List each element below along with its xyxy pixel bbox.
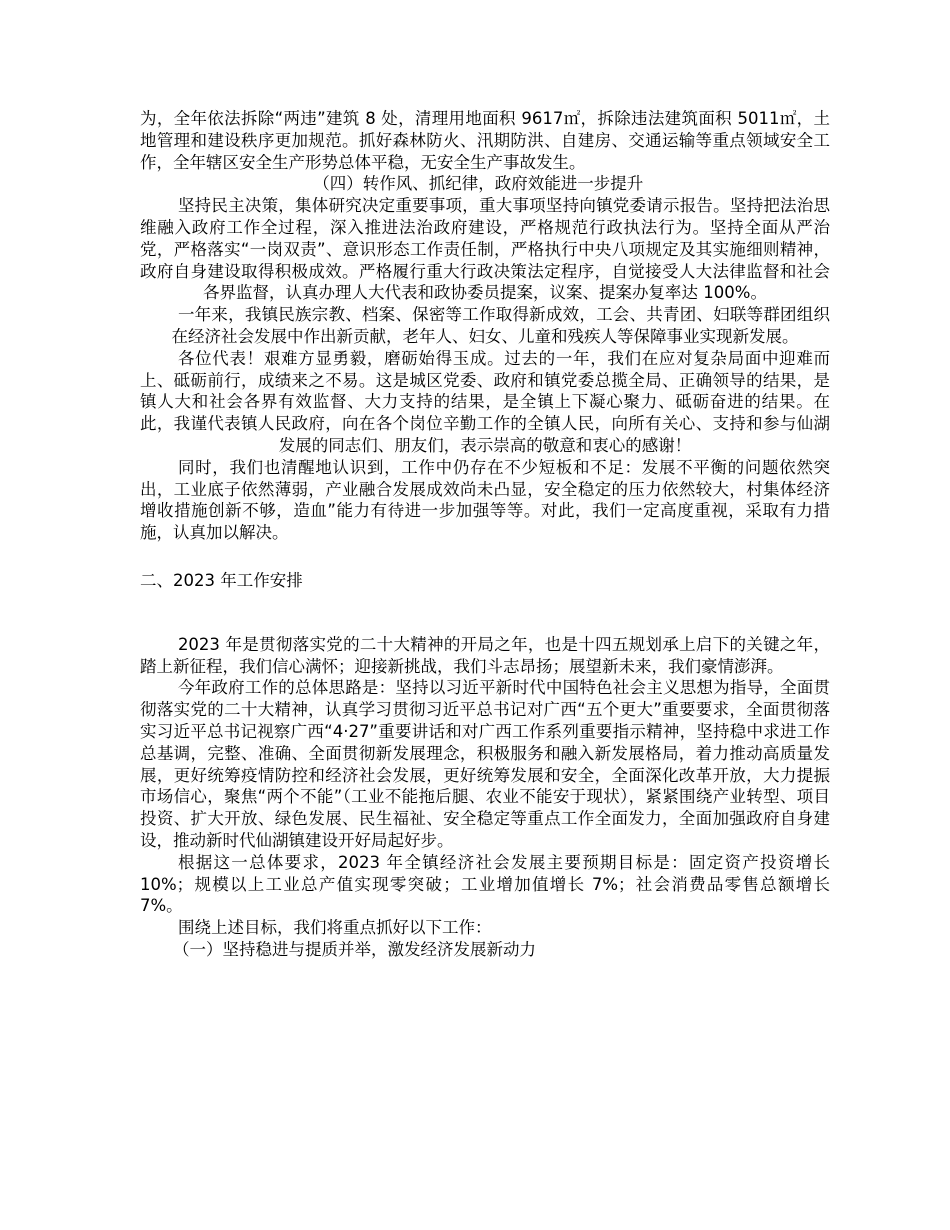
paragraph-one-year: 一年来，我镇民族宗教、档案、保密等工作取得新成效，工会、共青团、妇联等群团组织在经济社会发展中作出新贡献，老年人、妇女、儿童和残疾人等保障事业实现新发展。: [171, 305, 830, 346]
paragraph-shortcomings: 同时，我们也清醒地认识到，工作中仍存在不少短板和不足：发展不平衡的问题依然突出，工业底子依然薄弱，产业融合发展成效尚未凸显，安全稳定的压力依然较大，村集体经济增收措施创新不够，造血”能力有待进一步加强等等。对此，我们一定高度重视，采取有力措施，认真加以解决。: [140, 457, 830, 543]
paragraph-key-work: 围绕上述目标，我们将重点抓好以下工作：: [177, 918, 492, 938]
subheading-stable-growth: （一）坚持稳进与提质并举，激发经济发展新动力: [173, 939, 536, 959]
paragraph-demolition: 为，全年依法拆除“两违”建筑 8 处，清理用地面积 9617㎡，拆除违法建筑面积 5011㎡，土地管理和建设秩序更加规范。抓好森林防火、汛期防洪、自建房、交通运输等重点领域安全工作，全年辖区安全生产形势总体平稳，无安全生产事故发生。: [140, 109, 830, 172]
subheading-work-style: （四）转作风、抓纪律，政府效能进一步提升: [313, 174, 644, 194]
paragraph-2023-intro: 2023 年是贯彻落实党的二十大精神的开局之年，也是十四五规划承上启下的关键之年，踏上新征程，我们信心满怀；迎接新挑战，我们斗志昂扬；展望新未来，我们豪情澎湃。: [140, 634, 830, 676]
section-heading-2023: 二、2023 年工作安排: [140, 570, 303, 590]
document-page: [140, 108, 830, 961]
paragraph-overall-approach: 今年政府工作的总体思路是：坚持以习近平新时代中国特色社会主义思想为指导，全面贯彻落实党的二十大精神，认真学习贯彻习近平总书记对广西“五个更大”重要要求，全面贯彻落实习近平总书记视察广西“4·27”重要讲话和对广西工作系列重要指示精神，坚持稳中求进工作总基调，完整、准确、全面贯彻新发展理念，积极服务和融入新发展格局，着力推动高质量发展，更好统筹疫情防控和经济社会发展，更好统筹发展和安全，全面深化改革开放，大力提振市场信心，聚焦“两个不能”（工业不能拖后腿、农业不能安于现状），紧紧围绕产业转型、项目投资、扩大开放、绿色发展、民生福祉、安全稳定等重点工作全面发力，全面加强政府自身建设，推动新时代仙湖镇建设开好局起好步。: [140, 678, 830, 850]
paragraph-democratic-decision: 坚持民主决策，集体研究决定重要事项，重大事项坚持向镇党委请示报告。坚持把法治思维融入政府工作全过程，深入推进法治政府建设，严格规范行政执法行为。坚持全面从严治党，严格落实“一岗双责”、意识形态工作责任制，严格执行中央八项规定及其实施细则精神，政府自身建设取得积极成效。严格履行重大行政决策法定程序，自觉接受人大法律监督和社会各界监督，认真办理人大代表和政协委员提案，议案、提案办复率达 100%。: [140, 196, 830, 303]
paragraph-thanks: 各位代表！艰难方显勇毅，磨砺始得玉成。过去的一年，我们在应对复杂局面中迎难而上、砥砺前行，成绩来之不易。这是城区党委、政府和镇党委总揽全局、正确领导的结果，是镇人大和社会各界有效监督、大力支持的结果，是全镇上下凝心聚力、砥砺奋进的结果。在此，我谨代表镇人民政府，向在各个岗位辛勤工作的全镇人民，向所有关心、支持和参与仙湖发展的同志们、朋友们，表示崇高的敬意和衷心的感谢！: [140, 348, 830, 455]
paragraph-targets: 根据这一总体要求，2023 年全镇经济社会发展主要预期目标是：固定资产投资增长 10%；规模以上工业总产值实现零突破；工业增加值增长 7%；社会消费品零售总额增长 7%。: [140, 852, 830, 916]
